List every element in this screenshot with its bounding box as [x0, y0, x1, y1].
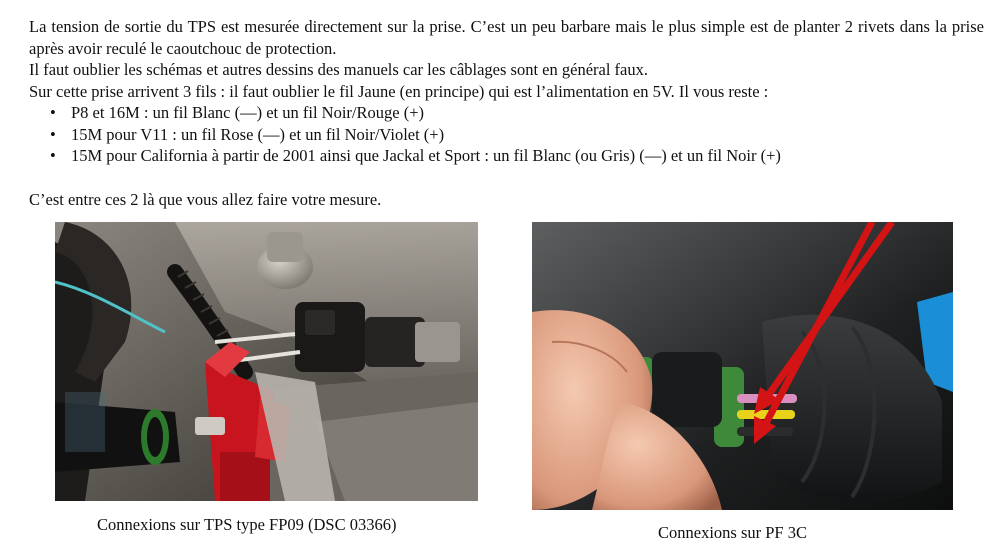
connector-illustration: [532, 222, 953, 510]
bullet-icon: •: [50, 103, 56, 122]
paragraph-wires: Sur cette prise arrivent 3 fils : il faut oublier le fil Jaune (en principe) qui est l’alimentation en 5V. Il vous reste :: [29, 81, 769, 101]
document-body: [29, 16, 984, 167]
list-item-text: 15M pour V11 : un fil Rose (—) et un fil Noir/Violet (+): [71, 124, 445, 144]
bullet-icon: •: [50, 146, 56, 165]
list-item: [29, 102, 984, 124]
bullet-icon: •: [50, 124, 56, 144]
list-item: [29, 124, 984, 146]
paragraph-intro: La tension de sortie du TPS est mesurée directement sur la prise. C’est un peu barbare mais le plus simple est de planter 2 rivets dans la prise après avoir reculé le caoutchouc de protection.: [29, 17, 984, 58]
figure-caption-tps-fp09: Connexions sur TPS type FP09 (DSC 03366): [97, 515, 397, 534]
wire-list: [29, 102, 984, 167]
figure-caption-pf3c: Connexions sur PF 3C: [658, 523, 807, 542]
paragraph-closing: C’est entre ces 2 là que vous allez faire votre mesure.: [29, 190, 382, 209]
engine-connector-illustration: [55, 222, 478, 501]
photo-tps-fp09: [55, 222, 478, 501]
list-item-text: P8 et 16M : un fil Blanc (—) et un fil Noir/Rouge (+): [71, 103, 425, 122]
list-item: [29, 145, 984, 167]
list-item-text: 15M pour California à partir de 2001 ainsi que Jackal et Sport : un fil Blanc (ou Gris) (—) et un fil Noir (+): [71, 146, 781, 165]
photo-pf3c: [532, 222, 953, 510]
paragraph-wiring-warning: Il faut oublier les schémas et autres dessins des manuels car les câblages sont en général faux.: [29, 60, 648, 79]
